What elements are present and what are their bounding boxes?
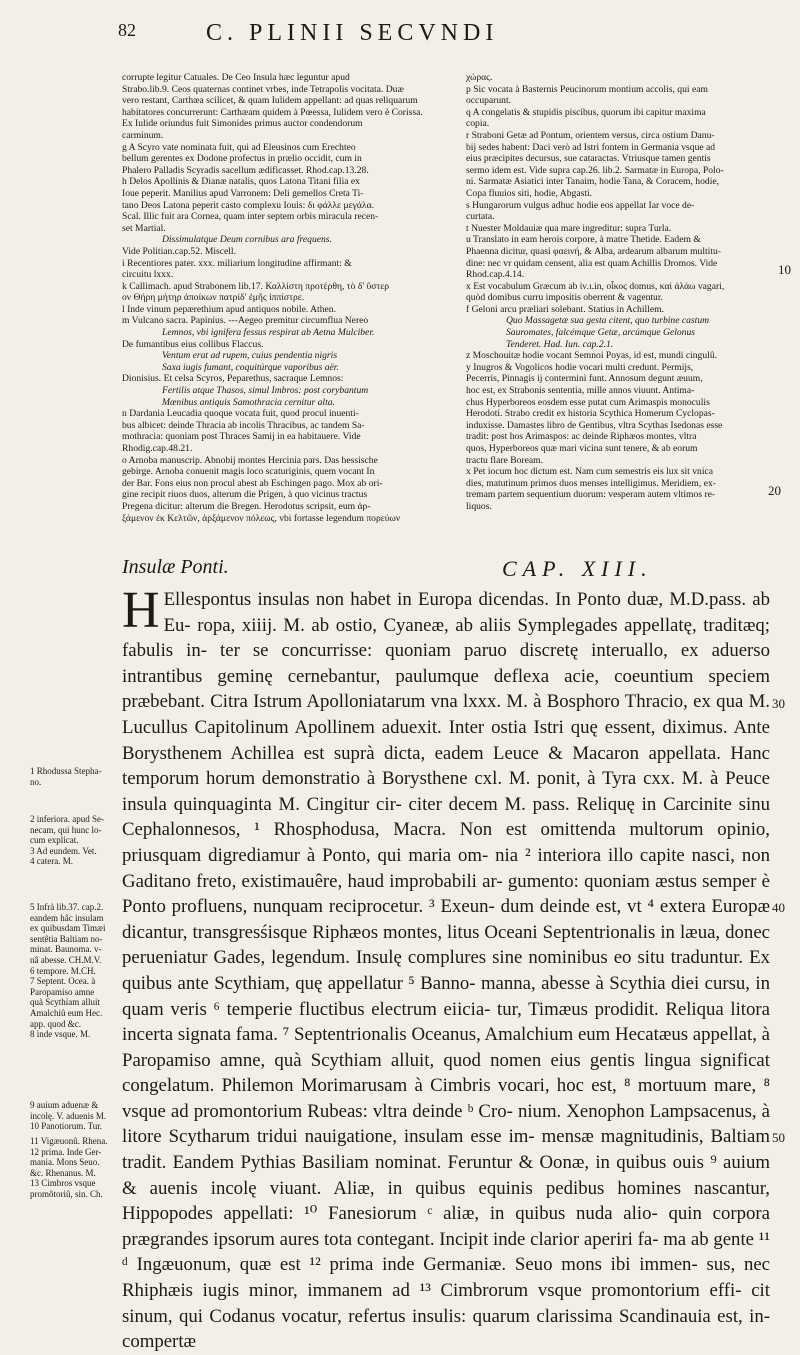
- note-line: ξάμενον ἐκ Κελτῶν, ἀρξάμενον πόλεως, vbi fortasse legendum πορεύων: [122, 512, 401, 524]
- body-line: quin corpora prægrandes ipsorum aures tota contegant. Incipit inde clarior aperiri fa-: [122, 1203, 770, 1250]
- note-line: ni. Sarmatæ Asiatici inter Tanaim, hodie Tana, & Coracem, hodie,: [466, 176, 720, 188]
- body-line: sus, nec Rhiphæis iugis minor, immanem ad ¹³ Cimbrorum vsque promontorium effi-: [122, 1254, 771, 1302]
- body-line: suprà dicta, eadem Leuce & Macaron appellata. Hanc temporum horum demonstratio: [122, 742, 770, 790]
- body-line: Non est omittenda multorum opinio, priusquam digrediamur à Ponto, qui maria om-: [122, 819, 771, 866]
- line-number-30: 30: [772, 696, 785, 711]
- body-line: ma ab gente ¹¹ ᵈ Ingæuonum, quæ est ¹² prima inde Germaniæ. Seuo mons ibi immen-: [122, 1228, 770, 1276]
- note-line: m Vulcano sacra. Papinius. ---Aegeo premitur circumflua Nereo: [122, 315, 369, 327]
- body-line: à Borysthene cxl. M. ponit, à Tyra cxx. M. à Peuce insula quinquaginta M. Cingitur cir-: [122, 768, 770, 815]
- marginal-note: 5 Infrà lib.37. cap.2. eandem hâc insulam ex quibusdam Timæi sentêtia Baltiam no- minat. Baunoma. v- nâ abesse. CH.M.V. 6 tempore. M.CH. 7 Septent. Ocea. à Paropamiso amne quà Scythiam alluit Amalchiû eum Hec. app. quod &c. 8 inde vsque. M.: [30, 902, 106, 1040]
- body-line: Oceani Septentrionalis in læua, donec perueniatur Gades, legendum. Insulę complures: [122, 921, 770, 969]
- note-line: u Translato in eam herois corpore, à matre Thetide. Eadem &: [466, 234, 701, 246]
- note-line: quòd domibus curru impositis oberrent & vagentur.: [466, 292, 663, 304]
- note-line: gebirge. Arnoba conuenit magis loco scaturiginis, quem vocant In: [122, 466, 375, 478]
- note-line: copia.: [466, 118, 490, 130]
- note-line: bij sedes habent: Daci verò ad Istri fontem in Germania vsque ad: [466, 141, 716, 153]
- note-line: tremam partem sequentium duorum: vesperam autem vltimos re-: [466, 489, 716, 501]
- note-line: Dionisius. Et celsa Scyros, Peparethus, sacraque Lemnos:: [122, 373, 344, 385]
- body-line: Apolloniatarum vna lxxx. M. à Bosphoro Thracio, ex qua M. Lucullus Capitolinum: [122, 691, 770, 738]
- body-line: ropa, xiiij. M. ab ostio, Cyaneæ, ab aliis Symplegades appellatę, traditæq; fabulis in-: [122, 614, 770, 662]
- note-line: dine: nec vr quidam censent, alia est quam Achillis Dromos. Vide: [466, 257, 718, 269]
- note-line: chus Hyperboreos eosdem esse putat cum Arimaspis monoculis: [466, 396, 710, 408]
- note-line: tano Deos Latona peperit casto complexu Iouis: δι φάλλε μεγάλα.: [122, 199, 374, 211]
- note-line: mothracia: quoniam post Thraces Samij in ea habitauere. Vide: [122, 431, 361, 443]
- body-line: nia ² interiora illo capite nasci, non Gaditano freto, existimauêre, haud improbabili ar-: [122, 844, 770, 892]
- chapter-body: [122, 582, 771, 1355]
- body-line: sine nominibus eo situ traduntur. Ex quibus ante Scythiam, quę appellatur ⁵ Banno-: [122, 947, 770, 994]
- footnotes-left-column: [122, 72, 462, 524]
- note-line: Scal. Illic fuit ara Cornea, quam inter septem orbis miracula recen-: [122, 211, 379, 223]
- note-line: f Geloni arcu præliari solebant. Statius in Achillem.: [466, 303, 664, 315]
- note-line: Ioue peperit. Manilius apud Varronem: Deli gemellos Creta Ti-: [122, 187, 364, 199]
- note-line: induxisse. Damastes libro de Gentibus, vltra Scythas Isedonas esse: [466, 419, 723, 431]
- body-line: Amalchium eum Hecatæus appellat, à Paropamiso amne, quà Scythiam alluit, quod: [122, 1024, 771, 1071]
- note-line: o Arnoba manuscrip. Abnobij montes Hercinia pars. Das hessische: [122, 454, 378, 466]
- note-line: r Straboni Getæ ad Pontum, orientem versus, circa ostium Danu-: [466, 129, 715, 141]
- note-line: p Sic vocata à Basternis Peucinorum montium accolis, qui eam: [466, 83, 708, 95]
- note-line: tradit: post hos Arimaspos: ac deinde Riphæos montes, vltra: [466, 431, 697, 443]
- note-line: Phaenna dicitur, quasi φαεινή, & Alba, ardearum albarum multitu-: [466, 245, 721, 257]
- note-line: q A congelatis & stupidis piscibus, quorum ibi capitur maxima: [466, 106, 706, 118]
- note-line: circuitu lxxx.: [122, 269, 174, 281]
- note-verse-line: Sauromates, falcémque Getæ, arcúmque Gelonus: [506, 327, 695, 339]
- note-line: y Inugros & Vogolicos hodie vocari multi credunt. Permijs,: [466, 361, 694, 373]
- note-line: l Inde vinum pepærethium apud antiquos nobile. Athen.: [122, 303, 336, 315]
- body-line: Ellespontus insulas non habet in Europa dicendas. In Ponto duæ, M.D.pass. ab Eu-: [163, 589, 770, 636]
- body-line: Oonæ, in quibus ouis ⁹ auium & auenis incolę viuant. Aliæ, in quibus equinis pedibus: [122, 1152, 770, 1199]
- body-line: mensæ magnitudinis, Baltiam tradit. Eandem Pythias Basiliam nominat. Feruntur &: [122, 1126, 770, 1174]
- note-line: bellum gerentes ex Dodone profectus in prælio occidit, cum in: [122, 153, 362, 165]
- note-line: i Recentiores pater. xxx. miliarium longitudine affirmant: &: [122, 257, 352, 269]
- note-verse-line: Lemnos, vbi ignifera fessus respirat ab Aetna Mulciber.: [162, 327, 375, 339]
- body-line: vocari, hoc est, ⁸ mortuum mare, ⁸ vsque ad promontorium Rubeas: vltra deinde ᵇ Cro-: [122, 1075, 771, 1122]
- note-line: Phalero Palladis Scyradis sacellum ædificasset. Rhod.cap.13.28.: [122, 164, 369, 176]
- note-line: Vide Politian.cap.52. Miscell.: [122, 245, 236, 257]
- note-line: Rhodig.cap.48.21.: [122, 443, 193, 454]
- running-title: C. PLINII SECVNDI: [206, 20, 499, 46]
- note-line: occuparunt.: [466, 95, 512, 107]
- body-line: homines nascantur, Hippopodes appellati: ¹⁰ Fanesiorum ᶜ aliæ, in quibus nuda alio-: [122, 1177, 770, 1225]
- note-line: gine recipit riuos duos, alterum die Prigen, à quo vicinus tractus: [122, 489, 368, 501]
- note-line: x Pet iocum hoc dictum est. Nam cum semestris eis lux sit vnica: [466, 466, 713, 478]
- marginal-note: 11 Vigæuonû. Rhena. 12 prima. Inde Ger- mania. Mons Seuo. &c. Rhenanus. M. 13 Cimbros vsque promôtoriû, sin. Ch.: [30, 1136, 108, 1199]
- note-line: der Bar. Fons eius non procul abest ab Eschingen pago. Mox ab ori-: [122, 477, 383, 489]
- line-number-40: 40: [772, 900, 785, 915]
- section-heading: [122, 556, 772, 586]
- note-line: t Nuester Moldauiæ qua mare ingreditur: supra Turla.: [466, 222, 672, 234]
- note-line: g A Scyro vate nominata fuit, qui ad Eleusinos cum Erechteo: [122, 141, 356, 153]
- note-line: eius præcipites decursus, sue cataractas. Vtriusque tamen gentis: [466, 153, 711, 165]
- footnotes-right-column: [466, 72, 766, 513]
- note-line: liquos.: [466, 500, 492, 512]
- body-line: nomen eius gentis lingua significat congelatum. Philemon Morimarusam à Cimbris: [122, 1049, 770, 1097]
- marginal-note: 2 inferiora. apud Se- necam, qui hunc lo- cum explicat. 3 Ad eundem. Vet. 4 catera. M.: [30, 814, 104, 867]
- marginal-note: 9 auium aduenæ & incolę. V. aduenis M. 10 Panotiorum. Tur.: [30, 1100, 107, 1132]
- note-line: Rhod.cap.4.14.: [466, 269, 525, 281]
- section-title: Insulæ Ponti.: [122, 556, 229, 578]
- note-line: set Martial.: [122, 222, 166, 234]
- note-line: Strabo.lib.9. Ceos quaternas continet vrbes, inde Tetrapolis vocitata. Duæ: [122, 83, 404, 95]
- note-line: s Hungarorum vulgus adhuc hodie eos appellat Iar voce de-: [466, 199, 695, 211]
- note-line: z Moschouitæ hodie vocant Semnoi Poyas, id est, mundi cingulû.: [466, 350, 718, 362]
- note-line: Herodoti. Strabo credit ex historia Scythica Homerum Cyclopas-: [466, 408, 715, 420]
- drop-cap: H: [122, 582, 160, 639]
- note-line: curtata.: [466, 211, 495, 223]
- note-line: χώρας.: [466, 72, 493, 83]
- line-number-50: 50: [772, 1130, 785, 1145]
- note-line: habitatores concurrerunt: Carthæam quidem à Pœessa, Iulidem vero è Corissa.: [122, 106, 423, 118]
- note-line: tractu flare Boream.: [466, 454, 543, 466]
- note-verse-line: Saxa iugis fumant, coquitúrque vaporibus aër.: [162, 361, 339, 373]
- line-number-10: 10: [778, 262, 791, 277]
- note-verse-line: Fertilis atque Thasos, simul Imbros: post corybantum: [162, 385, 369, 397]
- note-line: dies, matutinum primos duos menses intelligimus. Meridiem, ex-: [466, 477, 716, 489]
- body-line: nium. Xenophon Lampsacenus, à litore Scytharum tridui nauigatione, insulam esse im-: [122, 1100, 770, 1148]
- note-line: bus albicet: deinde Thracia ab incolis Thracibus, ac tandem Sa-: [122, 419, 365, 431]
- note-line: ον Θήρη μήτηρ ἀποίκων πατρίδ' ἐμῆς ἱππίστρε.: [122, 292, 305, 304]
- body-line: manna, abesse à Scythia diei cursu, in quam veris ⁶ temperie fluctibus electrum eiicia-: [122, 972, 770, 1020]
- note-line: hoc est, ex Strabonis sententia, mille annos viuunt. Antima-: [466, 385, 695, 397]
- body-line: tur, Timæus prodidit. Reliqua litora incerta signata fama. ⁷ Septentrionalis Oceanus,: [122, 998, 770, 1046]
- line-number-20: 20: [768, 483, 781, 498]
- body-line: cit sinum, qui Codanus vocatur, refertus insulis: quarum clarissima Scandinauia est, in-: [122, 1280, 770, 1327]
- note-line: x Est vocabulum Græcum ab ἰν.ι.in, οἶκος domus, καὶ ἀλάω vagari,: [466, 280, 725, 292]
- body-line: dum deinde est, vt ⁴ extera Europæ dicantur, transgresśisque Riphæos montes, litus: [122, 896, 770, 943]
- note-line: carminum.: [122, 129, 164, 141]
- chapter-number: CAP. XIII.: [502, 556, 653, 581]
- body-line: compertæ: [122, 1331, 197, 1353]
- note-line: De fumantibus eius collibus Flaccus.: [122, 338, 264, 350]
- note-verse-line: Ventum erat ad rupem, cuius pendentia nigris: [162, 350, 338, 362]
- marginal-note: 1 Rhodussa Stepha- no.: [30, 766, 102, 787]
- page-header: [118, 20, 770, 50]
- note-verse-line: Quo Massagetæ sua gesta citent, quo turbine castum: [506, 315, 710, 327]
- note-verse-line: Tenderet. Had. Iun. cap.2.1.: [506, 338, 614, 350]
- note-line: Copa fluuios siti, hodie, Abgasti.: [466, 187, 593, 199]
- note-line: k Callimach. apud Strabonem lib.17. Καλλίστη προτέρθη, τὸ δ' ὕστερ: [122, 280, 390, 292]
- note-line: h Delos Apollinis & Dianæ natalis, quos Latona Titani filia ex: [122, 176, 360, 188]
- body-line: ter se concurrisse: quoniam paruo discretę interuallo, ex aduerso intrantibus geminę: [122, 640, 770, 687]
- note-line: corrupte legitur Catuales. De Ceo Insula hæc leguntur apud: [122, 72, 350, 83]
- note-line: Ex Iulide oriundus fuit Simonides primus auctor condendorum: [122, 118, 363, 130]
- page-number: 82: [118, 20, 136, 40]
- note-line: Pregena dicitur: alterum die Bregen. Herodotus scripsit, eum ἀρ-: [122, 500, 371, 512]
- note-line: quos, Hyperboreos quæ mari vicina sunt tenere, & ab eorum: [466, 443, 698, 454]
- note-line: Pecerris, Pinnagis ij conterminì funt. Annosum degunt æuum,: [466, 373, 703, 385]
- note-verse-line: Dissimulatque Deum cornibus ara frequens.: [162, 234, 332, 246]
- body-line: gumento: quoniam æstus semper è Ponto profluens, nunquam reciprocetur. ³ Exeun-: [122, 870, 770, 918]
- note-verse-line: Mœnibus antiquis Samothracia cernitur alta.: [162, 396, 335, 408]
- body-line: cernebantur, paulumque deflexa acie, coeuntium speciem præbebant. Citra Istrum: [122, 665, 770, 713]
- body-line: Apollinem aduexit. Inter ostia Istri quę essent, diximus. Ante Borysthenem Achillea est: [122, 716, 770, 764]
- note-line: vero restant, Carthæa scilicet, & quam Iulidem appellant: ad quas reliquarum: [122, 95, 418, 107]
- note-line: sermo idem est. Vide supra cap.26. lib.2. Sarmatæ in Europa, Polo-: [466, 164, 724, 176]
- note-line: n Dardania Leucadia quoque vocata fuit, quod procul inuenti-: [122, 408, 359, 420]
- body-line: citer decem M. pass. Reliquę in Carcinite sinu Cephalonnesos, ¹ Rhosphodusa, Macra.: [122, 793, 770, 841]
